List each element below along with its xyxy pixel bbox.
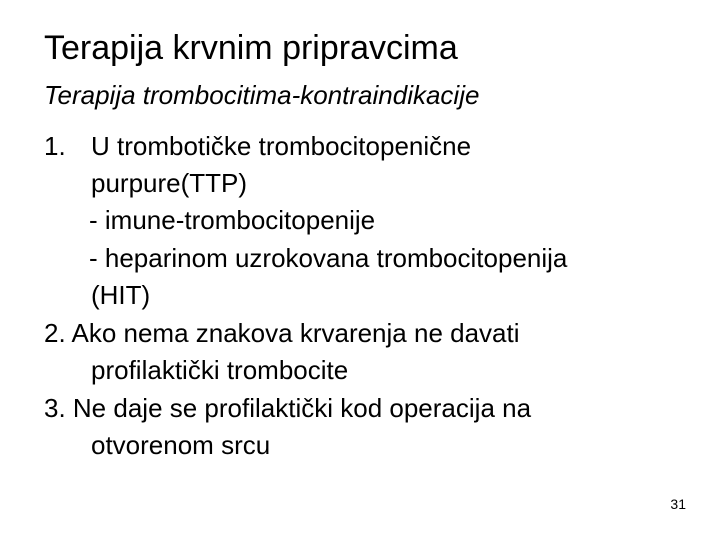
- list-item-2-line-2: profilaktički trombocite: [91, 355, 349, 385]
- list-item-1-number: 1.: [44, 131, 66, 161]
- list-item-3-line-1: 3. Ne daje se profilaktički kod operacija na: [44, 393, 532, 423]
- list-item-1-sub-1: - imune-trombocitopenije: [89, 205, 376, 235]
- slide-subtitle: Terapija trombocitima-kontraindikacije: [44, 80, 480, 110]
- list-item-2-line-1: 2. Ako nema znakova krvarenja ne davati: [44, 318, 520, 348]
- page-number: 31: [670, 496, 686, 512]
- list-item-1-sub-2-line-2: (HIT): [91, 280, 151, 310]
- list-item-1-text-line-1: U trombotičke trombocitopenične: [91, 131, 472, 161]
- slide-title: Terapija krvnim pripravcima: [44, 29, 458, 67]
- list-item-3-line-2: otvorenom srcu: [91, 430, 271, 460]
- list-item-1-text-line-2: purpure(TTP): [91, 168, 248, 198]
- list-item-1: [44, 130, 471, 162]
- list-item-1-sub-2-line-1: - heparinom uzrokovana trombocitopenija: [89, 243, 568, 273]
